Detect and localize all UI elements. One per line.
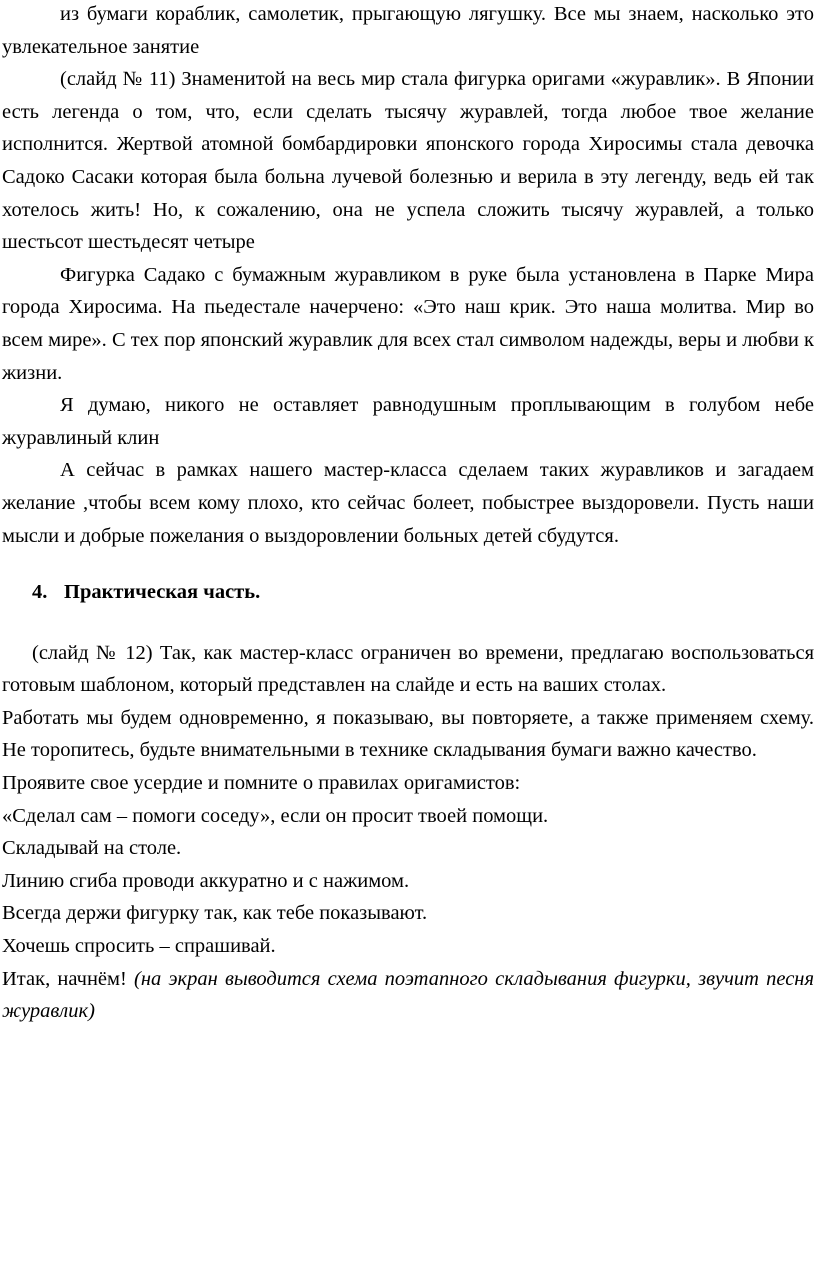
rule-item: Складывай на столе. <box>2 837 182 860</box>
rule-item: Хочешь спросить – спрашивай. <box>2 935 276 958</box>
final-stage-direction: (на экран выводится схема поэтапного складывания фигурки, звучит песня журавлик) <box>2 967 815 1023</box>
final-text: Итак, начнём! <box>2 967 127 990</box>
rule-item: Линию сгиба проводи аккуратно и с нажимом. <box>2 869 410 892</box>
section-heading <box>2 576 814 609</box>
paragraph-final <box>2 963 814 1028</box>
section-title: Практическая часть. <box>64 581 261 604</box>
section-number: 4. <box>32 581 48 604</box>
paragraph-master-class: А сейчас в рамках нашего мастер-класса сделаем таких журавликов и загадаем желание ,чтобы всем кому плохо, кто сейчас болеет, побыстрее выздоровели. Пусть наши мысли и добрые пожелания о выздоровлении больных детей сбудутся. <box>2 459 814 547</box>
rule-item: Всегда держи фигурку так, как тебе показывают. <box>2 902 428 925</box>
paragraph-rules-intro: Проявите свое усердие и помните о правилах оригамистов: <box>2 772 521 795</box>
rule-item: «Сделал сам – помоги соседу», если он просит твоей помощи. <box>2 804 549 827</box>
paragraph-work-together: Работать мы будем одновременно, я показываю, вы повторяете, а также применяем схему. Не торопитесь, будьте внимательными в технике складывания бумаги важно качество. <box>2 706 814 762</box>
paragraph-sadako-statue: Фигурка Садако с бумажным журавликом в руке была установлена в Парке Мира города Хиросима. На пьедестале начерчено: «Это наш крик. Это наша молитва. Мир во всем мире». С тех пор японский журавлик для всех стал символом надежды, веры и любви к жизни. <box>2 263 814 384</box>
paragraph-slide-12: (слайд № 12) Так, как мастер-класс ограничен во времени, предлагаю воспользоваться готовым шаблоном, который представлен на слайде и есть на ваших столах. <box>2 641 814 697</box>
paragraph-crane-wedge: Я думаю, никого не оставляет равнодушным проплывающим в голубом небе журавлиный клин <box>2 394 814 449</box>
paragraph-slide-11: (слайд № 11) Знаменитой на весь мир стала фигурка оригами «журавлик». В Японии есть легенда о том, что, если сделать тысячу журавлей, тогда любое твое желание исполнится. Жертвой атомной бомбардировки японского города Хиросимы стала девочка Садоко Сасаки которая была больна лучевой болезнью и верила в эту легенду, ведь ей так хотелось жить! Но, к сожалению, она не успела сложить тысячу журавлей, а только шестьсот шестьдесят четыре <box>2 68 814 254</box>
paragraph-intro: из бумаги кораблик, самолетик, прыгающую лягушку. Все мы знаем, насколько это увлекательное занятие <box>2 3 814 58</box>
